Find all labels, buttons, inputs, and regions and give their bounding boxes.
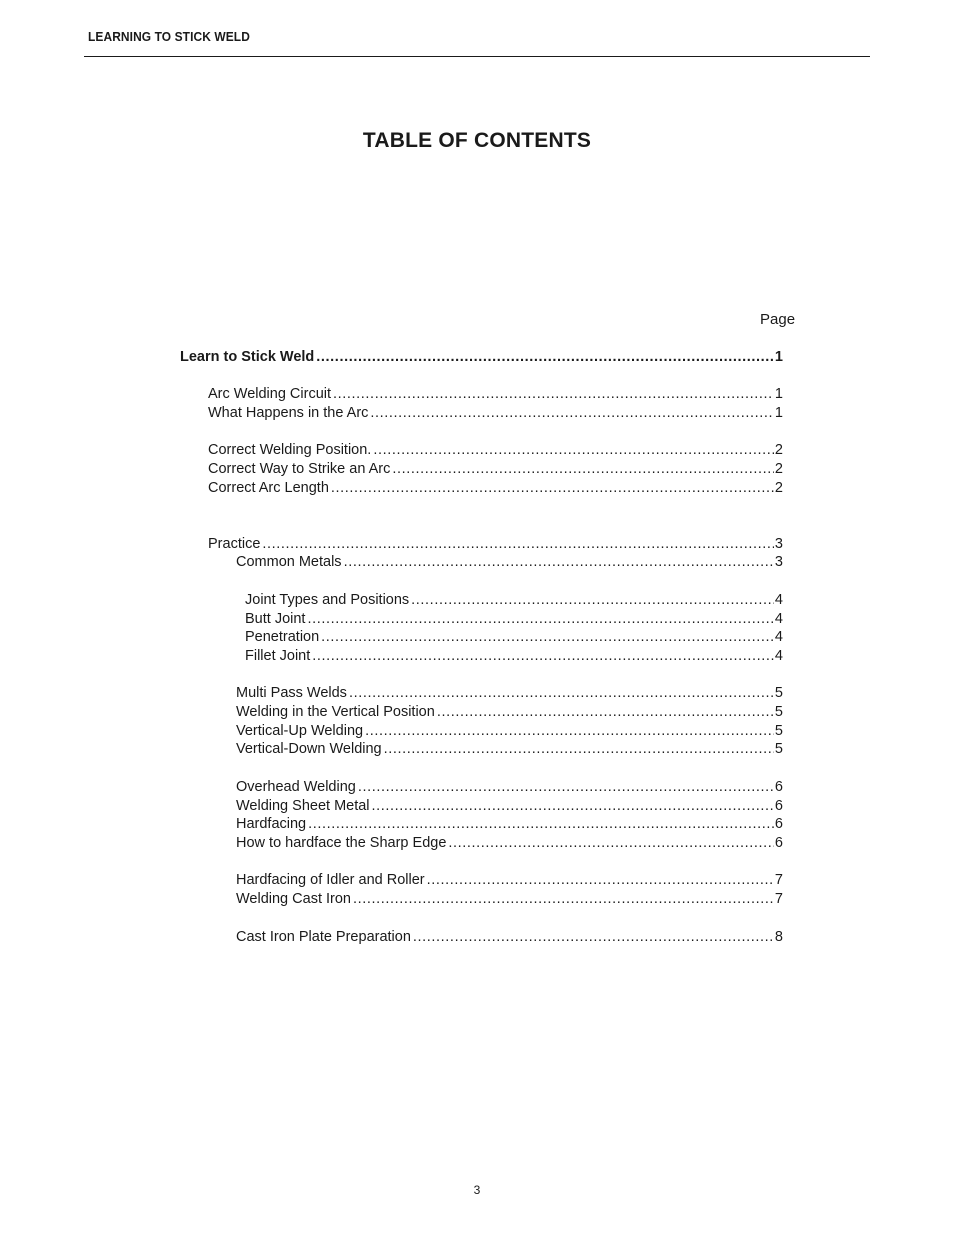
toc-entry-butt-joint[interactable] [245,610,783,629]
toc-entry-label: Joint Types and Positions [245,592,410,608]
toc-entry-label: Fillet Joint [245,648,311,664]
toc-entry-page: 4 [774,592,783,608]
toc-dot-leader [448,834,774,853]
toc-entry-label: Overhead Welding [236,779,356,795]
toc-entry-page: 4 [774,629,783,645]
toc-entry-label: Vertical-Up Welding [236,723,364,739]
toc-entry-cast-iron-plate-preparation[interactable] [236,928,783,947]
running-header-title: LEARNING TO STICK WELD [88,29,250,44]
toc-entry-welding-cast-iron[interactable] [236,890,783,909]
toc-entry-label: Common Metals [236,554,342,570]
toc-dot-leader [353,890,774,909]
toc-entry-label: How to hardface the Sharp Edge [236,835,447,851]
toc-dot-leader [307,610,773,629]
toc-dot-leader [392,460,774,479]
toc-entry-page: 7 [774,891,783,907]
toc-dot-leader [316,348,774,367]
toc-entry-page: 5 [774,685,783,701]
toc-entry-common-metals[interactable] [236,553,783,572]
toc-dot-leader [413,928,774,947]
toc-entry-page: 4 [774,648,783,664]
toc-entry-page: 1 [774,386,783,402]
toc-entry-label: Learn to Stick Weld [180,349,315,365]
toc-entry-page: 2 [774,461,783,477]
toc-entry-page: 5 [774,741,783,757]
toc-entry-page: 6 [774,835,783,851]
toc-entry-welding-in-the-vertical-position[interactable] [236,703,783,722]
toc-dot-leader [365,722,774,741]
toc-entry-label: Cast Iron Plate Preparation [236,929,411,945]
toc-entry-label: Vertical-Down Welding [236,741,382,757]
toc-entry-vertical-up-welding[interactable] [236,722,783,741]
toc-dot-leader [372,797,774,816]
toc-entry-label: Butt Joint [245,611,306,627]
toc-entry-label: Correct Way to Strike an Arc [208,461,391,477]
toc-dot-leader [331,479,774,498]
toc-entry-learn-to-stick-weld[interactable] [180,348,783,367]
toc-dot-leader [262,535,774,554]
toc-entry-label: Hardfacing of Idler and Roller [236,872,425,888]
header-divider [84,56,870,57]
toc-entry-page: 7 [774,872,783,888]
toc-dot-leader [308,815,774,834]
toc-entry-label: What Happens in the Arc [208,405,369,421]
toc-dot-leader [373,441,774,460]
toc-entry-page: 1 [774,349,783,365]
toc-entry-page: 3 [774,554,783,570]
toc-dot-leader [384,740,774,759]
toc-dot-leader [427,871,774,890]
toc-entry-overhead-welding[interactable] [236,778,783,797]
toc-entry-label: Welding Cast Iron [236,891,351,907]
toc-entry-arc-welding-circuit[interactable] [208,385,783,404]
toc-dot-leader [321,628,774,647]
toc-entry-page: 5 [774,704,783,720]
toc-dot-leader [333,385,774,404]
toc-entry-label: Welding in the Vertical Position [236,704,435,720]
toc-dot-leader [349,684,774,703]
page-number: 3 [473,1183,481,1197]
toc-entry-penetration[interactable] [245,628,783,647]
toc-entry-practice[interactable] [208,535,783,554]
toc-entry-label: Correct Welding Position. [208,442,372,458]
toc-entry-page: 4 [774,611,783,627]
toc-entry-fillet-joint[interactable] [245,647,783,666]
toc-entry-page: 6 [774,816,783,832]
toc-entry-label: Arc Welding Circuit [208,386,332,402]
toc-dot-leader [358,778,774,797]
toc-entry-hardfacing-of-idler-and-roller[interactable] [236,871,783,890]
toc-dot-leader [312,647,774,666]
toc-entry-label: Hardfacing [236,816,307,832]
toc-entry-correct-way-to-strike-an-arc[interactable] [208,460,783,479]
toc-entry-page: 1 [774,405,783,421]
toc-entry-label: Correct Arc Length [208,480,329,496]
toc-entry-what-happens-in-the-arc[interactable] [208,404,783,423]
toc-entry-vertical-down-welding[interactable] [236,740,783,759]
toc-entry-welding-sheet-metal[interactable] [236,797,783,816]
toc-entry-label: Welding Sheet Metal [236,798,370,814]
toc-dot-leader [344,553,774,572]
toc-entry-page: 6 [774,779,783,795]
toc-entry-label: Multi Pass Welds [236,685,347,701]
toc-entry-multi-pass-welds[interactable] [236,684,783,703]
toc-entry-label: Penetration [245,629,320,645]
toc-entry-page: 5 [774,723,783,739]
toc-entry-page: 2 [774,442,783,458]
toc-entry-joint-types-and-positions[interactable] [245,591,783,610]
toc-entry-hardfacing[interactable] [236,815,783,834]
toc-entry-page: 3 [774,536,783,552]
toc-dot-leader [411,591,774,610]
toc-entry-label: Practice [208,536,261,552]
toc-entry-how-to-hardface-the-sharp-edge[interactable] [236,834,783,853]
toc-entry-correct-arc-length[interactable] [208,479,783,498]
toc-dot-leader [370,404,774,423]
toc-dot-leader [437,703,774,722]
toc-entry-page: 2 [774,480,783,496]
page-column-label: Page [760,311,796,328]
toc-entry-page: 8 [774,929,783,945]
toc-entry-correct-welding-position[interactable] [208,441,783,460]
toc-entry-page: 6 [774,798,783,814]
page-title: TABLE OF CONTENTS [362,129,592,152]
